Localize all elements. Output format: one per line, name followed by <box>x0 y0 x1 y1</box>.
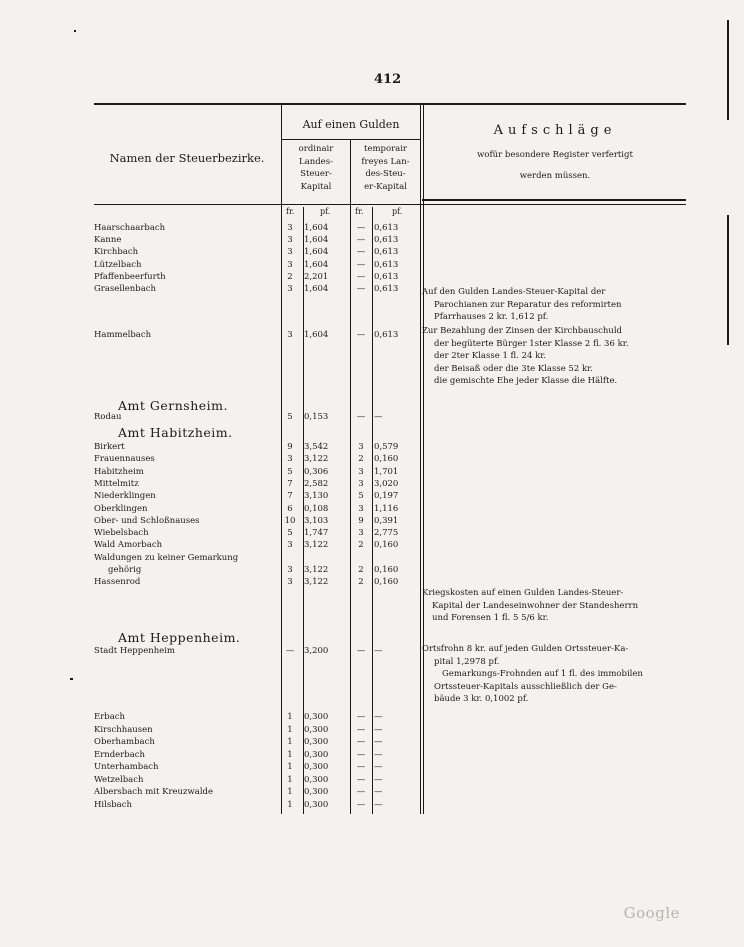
row-pf: 3,122 <box>304 577 329 588</box>
column-header-temporary: temporair freyes Lan- des-Steu- er-Kapital <box>361 144 410 192</box>
row-name: gehörig <box>108 565 142 575</box>
row-kr-temp: 3 <box>358 466 364 477</box>
scan-dot-left-2 <box>70 678 73 680</box>
column-header-notes-title: Aufschläge <box>493 123 617 138</box>
row-pf-temp: — <box>374 749 383 760</box>
row-pf-temp: 1,701 <box>374 466 399 477</box>
unit-pf-2: pf. <box>392 207 403 216</box>
row-name: Hilsbach <box>94 799 132 810</box>
row-kr-temp: — <box>356 235 366 246</box>
row-kr: 3 <box>287 247 293 258</box>
row-kr-temp: — <box>356 749 366 760</box>
row-kr-temp: 5 <box>358 491 364 502</box>
row-pf-temp: 0,613 <box>374 247 399 258</box>
row-kr: 3 <box>287 540 293 551</box>
row-name: Albersbach mit Kreuzwalde <box>94 787 214 797</box>
column-header-ordinary: ordinair Landes- Steuer- Kapital <box>298 144 334 192</box>
row-kr: 2 <box>287 271 293 282</box>
row-pf: 3,103 <box>304 515 329 526</box>
row-name: Hammelbach <box>94 330 152 340</box>
row-kr-temp: 3 <box>358 528 364 539</box>
row-kr: 1 <box>287 749 293 760</box>
row-name: Stadt Heppenheim <box>94 646 175 656</box>
row-kr: 7 <box>287 478 293 489</box>
row-name: Mittelmitz <box>94 478 139 489</box>
row-kr-temp: 2 <box>358 565 364 575</box>
column-header-name: Namen der Steuerbezirke. <box>109 151 265 165</box>
row-pf: 1,604 <box>304 235 329 246</box>
row-name: Lützelbach <box>94 259 142 270</box>
unit-kr-1: fr. <box>286 207 295 216</box>
row-pf-temp: 0,613 <box>374 284 399 294</box>
row-pf-temp: — <box>374 737 383 747</box>
row-kr: 1 <box>287 712 293 722</box>
unit-pf-1: pf. <box>320 207 331 216</box>
row-kr-temp: 2 <box>358 577 364 588</box>
note-hassenrod: Kriegskosten auf einen Gulden Landes-Steuer- Kapital der Landeseinwohner der Standesherrn und Forensen 1 fl. 5 5/6 kr. <box>422 588 639 623</box>
amt-gernsheim-title: Amt Gernsheim. <box>118 398 228 413</box>
amt-habitzheim-title: Amt Habitzheim. <box>118 425 233 440</box>
row-name: Wetzelbach <box>94 774 144 785</box>
row-pf-temp: — <box>374 712 383 722</box>
row-kr: 3 <box>287 565 293 575</box>
row-kr-temp: — <box>356 762 366 772</box>
top-rule <box>94 103 686 105</box>
row-pf: 0,300 <box>304 787 329 797</box>
google-watermark: Google <box>623 904 680 922</box>
row-pf-temp: — <box>374 724 383 735</box>
row-kr: 5 <box>287 528 293 539</box>
row-kr-temp: 3 <box>358 442 364 452</box>
row-kr: 1 <box>287 799 293 810</box>
row-kr: 3 <box>287 454 293 465</box>
row-kr-temp: — <box>356 774 366 785</box>
row-pf: 0,300 <box>304 799 329 810</box>
note-hammelbach: Zur Bezahlung der Zinsen der Kirchbauschuld der begüterte Bürger 1ster Klasse 2 fl. 36 kr. der 2ter Klasse 1 fl. 24 kr. der Beisaß oder die 3te Klasse 52 kr. die gemischte Ehe jeder Klasse die Hälfte. <box>422 326 629 386</box>
row-name: Unterhambach <box>94 762 159 772</box>
row-pf: 0,300 <box>304 762 329 772</box>
row-pf-temp: — <box>374 762 383 772</box>
row-name: Hassenrod <box>94 577 141 588</box>
row-kr-temp: — <box>356 247 366 258</box>
row-kr-temp: — <box>356 712 366 722</box>
row-pf: 1,604 <box>304 247 329 258</box>
row-pf: 0,300 <box>304 749 329 760</box>
row-pf-temp: 2,775 <box>374 528 399 539</box>
note-grasellenbach: Auf den Gulden Landes-Steuer-Kapital der Parochianen zur Reparatur des reformirten Pfarrhauses 2 kr. 1,612 pf. <box>422 287 622 322</box>
row-kr: 10 <box>284 515 296 526</box>
row-name: Ernderbach <box>94 749 146 760</box>
row-pf-temp: — <box>374 774 383 785</box>
row-kr-temp: 3 <box>358 478 364 489</box>
page-number: 412 <box>374 72 402 87</box>
row-name: Kanne <box>94 235 122 246</box>
row-name: Haarschaarbach <box>94 223 166 233</box>
row-pf-temp: 0,391 <box>374 515 399 526</box>
row-kr: 1 <box>287 724 293 735</box>
scan-edge-mark-right <box>727 20 729 120</box>
row-kr: 5 <box>287 412 293 422</box>
row-pf-temp: 0,613 <box>374 271 399 282</box>
row-kr: 5 <box>287 466 293 477</box>
row-name: Habitzheim <box>94 466 144 477</box>
row-name: Ober- und Schloßnauses <box>94 515 200 526</box>
row-pf-temp: 0,197 <box>374 491 399 502</box>
row-kr-temp: — <box>356 799 366 810</box>
row-kr: 3 <box>287 284 293 294</box>
row-kr-temp: — <box>356 330 366 340</box>
row-pf-temp: — <box>374 799 383 810</box>
row-name: Oberklingen <box>94 503 148 514</box>
row-kr: 3 <box>287 223 293 233</box>
row-name: Frauennauses <box>94 454 155 465</box>
row-pf-temp: 0,160 <box>374 565 399 575</box>
row-pf: 0,153 <box>304 412 329 422</box>
row-name: Birkert <box>94 442 125 452</box>
col-subdivider-b <box>372 207 373 814</box>
row-kr-temp: 2 <box>358 540 364 551</box>
row-kr-temp: — <box>356 271 366 282</box>
row-kr: 1 <box>287 787 293 797</box>
row-pf: 0,306 <box>304 466 329 477</box>
row-kr-temp: — <box>356 787 366 797</box>
row-pf: 2,201 <box>304 271 329 282</box>
row-pf: 1,604 <box>304 259 329 270</box>
row-pf: 1,747 <box>304 528 329 539</box>
row-pf-temp: — <box>374 787 383 797</box>
row-pf-temp: 0,613 <box>374 235 399 246</box>
row-name: Rodau <box>94 412 122 422</box>
row-pf: 0,300 <box>304 737 329 747</box>
row-name: Wald Amorbach <box>94 540 163 551</box>
row-pf: 3,122 <box>304 454 329 465</box>
row-kr: 7 <box>287 491 293 502</box>
row-kr-temp: — <box>356 646 366 656</box>
row-pf: 0,108 <box>304 503 329 514</box>
row-name: Waldungen zu keiner Gemarkung <box>94 552 239 563</box>
row-pf-temp: — <box>374 646 383 656</box>
row-kr-temp: — <box>356 223 366 233</box>
row-kr-temp: 9 <box>358 515 364 526</box>
row-name: Kirchbach <box>94 247 139 258</box>
row-kr: 1 <box>287 737 293 747</box>
row-kr: 3 <box>287 259 293 270</box>
row-pf: 1,604 <box>304 284 329 294</box>
note-heppenheim: Ortsfrohn 8 kr. auf jeden Gulden Ortssteuer-Ka- pital 1,2978 pf. Gemarkungs-Frohnden auf 1 fl. des immobilen Ortssteuer-Kapitals ausschließlich der Ge- bäude 3 kr. 0,1002 pf. <box>422 644 643 704</box>
row-pf: 3,122 <box>304 540 329 551</box>
row-name: Pfaffenbeerfurth <box>94 271 166 282</box>
row-kr: 3 <box>287 577 293 588</box>
row-pf: 0,300 <box>304 712 329 722</box>
row-pf: 3,122 <box>304 565 329 575</box>
unit-kr-2: fr. <box>355 207 364 216</box>
row-kr: 6 <box>287 503 293 514</box>
scan-edge-mark-right-2 <box>727 215 729 345</box>
row-kr: 3 <box>287 330 293 340</box>
row-kr-temp: — <box>356 284 366 294</box>
row-name: Oberhambach <box>94 737 155 747</box>
row-name: Wiebelsbach <box>94 528 149 539</box>
row-kr-temp: — <box>356 724 366 735</box>
row-kr-temp: — <box>356 259 366 270</box>
header-group-rule <box>282 139 420 140</box>
row-kr-temp: 2 <box>358 454 364 465</box>
row-pf-temp: 0,160 <box>374 577 399 588</box>
row-pf-temp: 0,160 <box>374 540 399 551</box>
col-divider-2 <box>350 140 351 814</box>
row-name: Grasellenbach <box>94 284 156 294</box>
row-kr: 1 <box>287 762 293 772</box>
row-name: Niederklingen <box>94 491 156 502</box>
row-pf-temp: 0,613 <box>374 330 399 340</box>
notes-header-rule <box>422 199 686 201</box>
col-divider-3 <box>420 104 421 814</box>
row-pf-temp: 3,020 <box>374 478 399 489</box>
row-kr-temp: — <box>356 412 366 422</box>
header-bottom-rule <box>94 204 686 205</box>
row-kr-temp: 3 <box>358 503 364 514</box>
row-pf-temp: 0,613 <box>374 259 399 270</box>
row-pf-temp: 0,160 <box>374 454 399 465</box>
row-pf: 0,300 <box>304 724 329 735</box>
scan-dot-left <box>74 30 76 32</box>
row-pf: 2,582 <box>304 478 329 489</box>
row-pf-temp: 0,613 <box>374 223 399 233</box>
row-pf: 0,300 <box>304 774 329 785</box>
amt-heppenheim-title: Amt Heppenheim. <box>118 630 241 645</box>
col-divider-3b <box>423 104 424 814</box>
row-pf: 1,604 <box>304 330 329 340</box>
row-pf-temp: — <box>374 412 383 422</box>
row-name: Erbach <box>94 712 126 722</box>
row-kr: 3 <box>287 235 293 246</box>
row-kr: — <box>285 646 295 656</box>
row-pf-temp: 0,579 <box>374 442 399 452</box>
row-pf: 3,130 <box>304 491 329 502</box>
row-pf: 3,200 <box>304 646 329 656</box>
row-kr: 1 <box>287 774 293 785</box>
column-header-notes-sub: wofür besondere Register verfertigt werden müssen. <box>477 150 633 181</box>
row-pf-temp: 1,116 <box>374 503 399 514</box>
group-title: Auf einen Gulden <box>302 118 400 131</box>
row-name: Kirschhausen <box>94 724 153 735</box>
row-kr-temp: — <box>356 737 366 747</box>
row-kr: 9 <box>287 442 293 452</box>
row-pf: 3,542 <box>304 442 329 452</box>
row-pf: 1,604 <box>304 223 329 233</box>
